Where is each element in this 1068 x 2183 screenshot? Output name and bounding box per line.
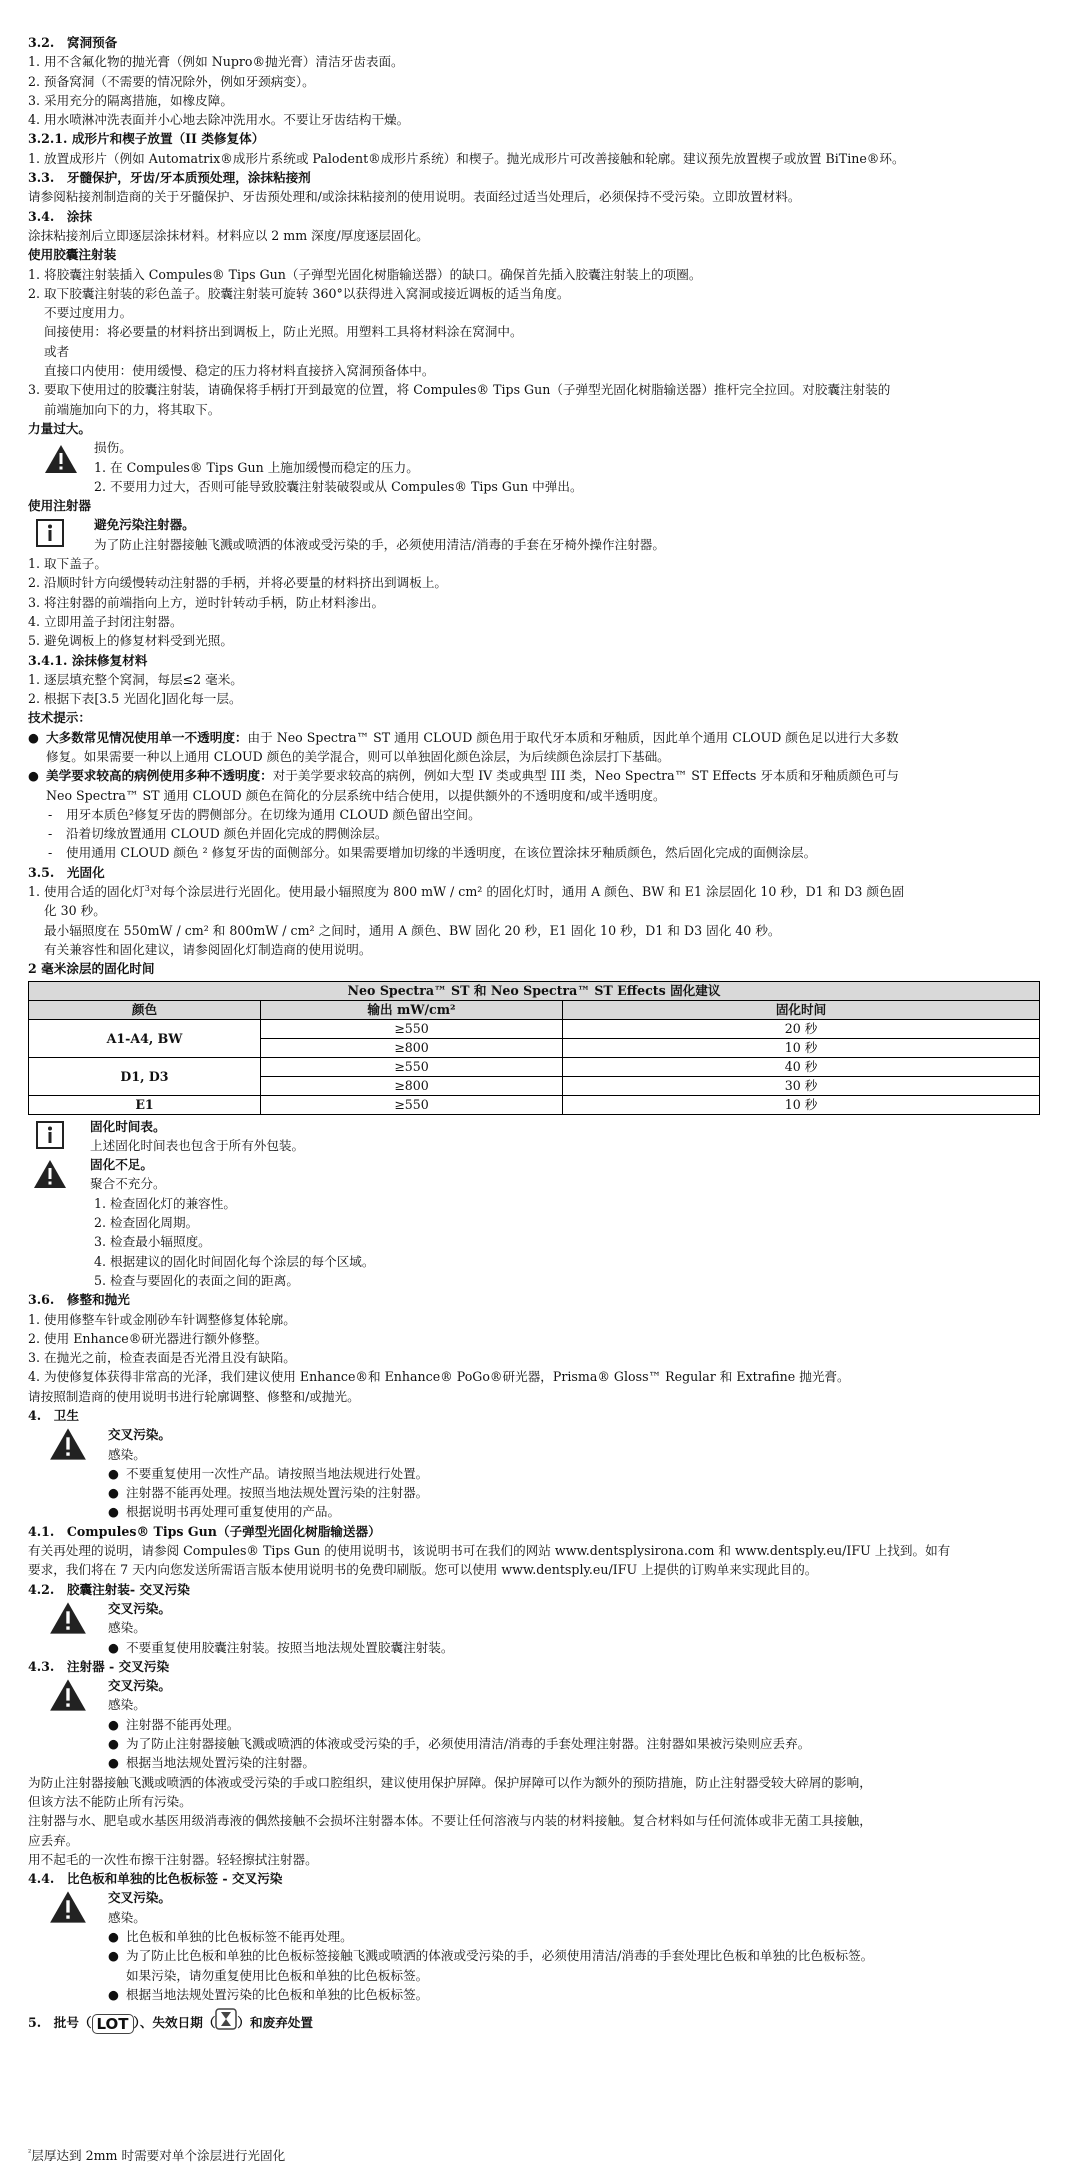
cure-time-cell: 40 秒 [563,1057,1040,1076]
list-item: 4. 根据建议的固化时间固化每个涂层的每个区域。 [94,1253,375,1269]
output-cell: ≥550 [261,1095,563,1114]
list-item: 1. 使用修整车针或金刚砂车针调整修复体轮廓。 [28,1311,296,1327]
shade-cell: D1, D3 [29,1057,261,1095]
paragraph: 但该方法不能防止所有污染。 [28,1793,192,1809]
section-heading-4-2: 4.2. 胶囊注射装- 交叉污染 [28,1581,190,1597]
tips-heading: 技术提示： [28,710,91,726]
list-item: 1. 将胶囊注射装插入 Compules® Tips Gun（子弹型光固化树脂输送器）的缺口。确保首先插入胶囊注射装上的项圈。 [28,266,702,282]
info-title: 固化时间表。 [90,1118,166,1134]
list-item: 1. 在 Compules® Tips Gun 上施加缓慢而稳定的压力。 [94,459,419,475]
footnote: $^{^2}$层厚达到 2mm 时需要对单个涂层进行光固化 [28,2147,286,2163]
dash-list [28,805,1042,863]
section-heading-5: 5. 批号（ LOT ）、失效日期（ ）和废弃处置 [28,2008,1042,2039]
warning-title: 交叉污染。 [108,1678,171,1694]
bullet-item: ● 根据当地法规处置污染的比色板和单独的比色板标签。 [108,1986,429,2002]
table-row [29,1095,1040,1114]
numbered-list [28,670,1042,709]
section-heading-3-4: 3.4. 涂抹 [28,208,93,224]
list-item: 2. 预备窝洞（不需要的情况除外，例如牙颈病变）。 [28,73,315,89]
warning-title: 交叉污染。 [108,1890,171,1906]
list-item: 2. 取下胶囊注射装的彩色盖子。胶囊注射装可旋转 360°以获得进入窝洞或接近调板的适当角度。 [28,285,570,301]
warning-block-capsule [28,1599,1042,1657]
bullet-list [28,1464,428,1522]
list-item: 2. 根据下表[3.5 光固化]固化每一层。 [28,691,242,707]
warning-lead: 损伤。 [94,440,132,456]
warning-block-curing [28,1155,1042,1290]
list-item: 1. 检查固化灯的兼容性。 [94,1195,236,1211]
list-item: 1. 取下盖子。 [28,556,107,572]
table-caption: 2 毫米涂层的固化时间 [28,961,155,977]
tip-item: ● 美学要求较高的病例使用多种不透明度：对于美学要求较高的病例，例如大型 IV 类或典型 III 类，Neo Spectra™ ST Effects 牙本质和牙釉质颜色可与 [28,768,899,784]
table-header-cell: 输出 mW/cm² [261,1000,563,1019]
cure-time-cell: 20 秒 [563,1019,1040,1038]
cure-time-cell: 10 秒 [563,1095,1040,1114]
list-item: 2. 沿顺时针方向缓慢转动注射器的手柄，并将必要量的材料挤出到调板上。 [28,575,447,591]
paragraph: 请参阅粘接剂制造商的关于牙髓保护、牙齿预处理和/或涂抹粘接剂的使用说明。表面经过适当处理后，必须保持不受污染。立即放置材料。 [28,189,801,205]
subheading-capsule: 使用胶囊注射装 [28,247,117,263]
tip-item: ● 大多数常见情况使用单一不透明度：由于 Neo Spectra™ ST 通用 CLOUD 颜色用于取代牙本质和牙釉质，因此单个通用 CLOUD 颜色足以进行大多数 [28,729,899,745]
numbered-list [28,554,1042,650]
list-item: 3. 将注射器的前端指向上方，逆时针转动手柄，防止材料渗出。 [28,594,385,610]
bullet-list [28,1715,810,1773]
warning-block-syringe [28,1676,1042,1772]
section-heading-4-4: 4.4. 比色板和单独的比色板标签 - 交叉污染 [28,1871,283,1887]
paragraph: 应丢弃。 [28,1832,79,1848]
bullet-item: ● 为了防止比色板和单独的比色板标签接触飞溅或喷洒的体液或受污染的手，必须使用清洁/消毒的手套处理比色板和单独的比色板标签。 [108,1948,874,1964]
list-item: 1. 使用合适的固化灯$^3$对每个涂层进行光固化。使用最小辐照度为 800 mW / cm² 的固化灯时，通用 A 颜色、BW 和 E1 涂层固化 10 秒，D1 和 D3 颜色固 [28,883,905,900]
section-heading-4-3: 4.3. 注射器 - 交叉污染 [28,1658,170,1674]
list-item: 4. 用水喷淋冲洗表面并小心地去除冲洗用水。不要让牙齿结构干燥。 [28,112,410,128]
bullet-item: ● 注射器不能再处理。 [108,1716,240,1732]
warning-title: 固化不足。 [90,1157,153,1173]
list-item: 4. 为使修复体获得非常高的光泽，我们建议使用 Enhance®和 Enhance® PoGo®研光器，Prisma® Gloss™ Regular 和 Extrafine 抛光膏。 [28,1369,850,1385]
bullet-item: ● 注射器不能再处理。按照当地法规处置污染的注射器。 [108,1485,429,1501]
list-item: 1. 逐层填充整个窝洞，每层≤2 毫米。 [28,671,243,687]
section-heading-4-1: 4.1. Compules® Tips Gun（子弹型光固化树脂输送器） [28,1523,381,1539]
section-heading-3-6: 3.6. 修整和抛光 [28,1292,130,1308]
numbered-list [28,265,1042,304]
list-item: 2. 检查固化周期。 [94,1215,199,1231]
table-row [29,1019,1040,1038]
shade-cell: A1-A4, BW [29,1019,261,1057]
output-cell: ≥550 [261,1019,563,1038]
table-header-cell: 固化时间 [563,1000,1040,1019]
list-item: 4. 立即用盖子封闭注射器。 [28,613,183,629]
lot-symbol-icon: LOT [92,2014,134,2034]
output-cell: ≥550 [261,1057,563,1076]
cure-time-cell: 10 秒 [563,1038,1040,1057]
dash-item: - 沿着切缘放置通用 CLOUD 颜色并固化完成的腭侧涂层。 [48,826,388,842]
list-item-continuation: 最小辐照度在 550mW / cm² 和 800mW / cm² 之间时，通用 A 颜色、BW 固化 20 秒，E1 固化 10 秒，D1 和 D3 固化 40 秒。 [44,922,781,938]
section-heading-3-3: 3.3. 牙髓保护，牙齿/牙本质预处理，涂抹粘接剂 [28,170,311,186]
expiry-date-icon [215,2008,237,2039]
shade-cell: E1 [29,1095,261,1114]
bullet-continuation: 如果污染，请勿重复使用比色板和单独的比色板标签。 [126,1967,429,1983]
table-row [29,1057,1040,1076]
paragraph: 请按照制造商的使用说明书进行轮廓调整、修整和/或抛光。 [28,1388,360,1404]
warning-block-force [28,438,1042,496]
sub-instruction: 直接口内使用：使用缓慢、稳定的压力将材料直接挤入窝洞预备体中。 [44,363,435,379]
bullet-item: ● 为了防止注射器接触飞溅或喷洒的体液或受污染的手，必须使用清洁/消毒的手套处理注射器。注射器如果被污染则应丢弃。 [108,1736,811,1752]
list-item: 3. 采用充分的隔离措施，如橡皮障。 [28,92,233,108]
warning-lead: 感染。 [108,1620,146,1636]
info-block-curing [28,1117,1042,1156]
paragraph: 有关再处理的说明，请参阅 Compules® Tips Gun 的使用说明书，该说明书可在我们的网站 www.dentsplysirona.com 和 www.dentsply.eu/IFU 上找到。如有 [28,1543,951,1559]
tip-continuation: Neo Spectra™ ST 通用 CLOUD 颜色在简化的分层系统中结合使用，以提供额外的不透明度和/或半透明度。 [46,787,666,803]
bullet-list [28,1638,453,1657]
table-header-cell: 颜色 [29,1000,261,1019]
bullet-item: ● 根据当地法规处置污染的注射器。 [108,1755,315,1771]
info-icon [28,1117,72,1156]
bullet-item: ● 比色板和单独的比色板标签不能再处理。 [108,1929,353,1945]
dash-item: - 使用通用 CLOUD 颜色 ² 修复牙齿的面侧部分。如果需要增加切缘的半透明度，在该位置涂抹牙釉质颜色，然后固化完成的面侧涂层。 [48,845,817,861]
list-item: 5. 检查与要固化的表面之间的距离。 [94,1272,299,1288]
warning-block-shade-guide [28,1888,1042,2004]
info-block-syringe [28,515,1042,554]
bullet-item: ● 不要重复使用胶囊注射装。按照当地法规处置胶囊注射装。 [108,1639,454,1655]
curing-table [28,981,1040,1115]
list-item: 2. 使用 Enhance®研光器进行额外修整。 [28,1330,268,1346]
list-item: 2. 不要用力过大，否则可能导致胶囊注射装破裂或从 Compules® Tips Gun 中弹出。 [94,478,583,494]
bullet-item: ● 不要重复使用一次性产品。请按照当地法规进行处置。 [108,1465,429,1481]
section-heading-3-2: 3.2. 窝洞预备 [28,35,118,50]
output-cell: ≥800 [261,1038,563,1057]
section-heading-4: 4. 卫生 [28,1408,79,1423]
paragraph: 要求，我们将在 7 天内向您发送所需语言版本使用说明书的免费印刷版。您可以使用 www.dentsply.eu/IFU 上提供的订购单来实现此目的。 [28,1562,818,1578]
warning-block-hygiene [28,1425,1042,1521]
numbered-list [28,52,1042,129]
warning-lead: 感染。 [108,1697,146,1713]
paragraph: 注射器与水、肥皂或水基医用级消毒液的偶然接触不会损坏注射器本体。不要让任何溶液与内装的材料接触。复合材料如与任何流体或非无菌工具接触， [28,1813,872,1829]
list-item: 3. 检查最小辐照度。 [94,1234,211,1250]
warning-icon [28,1155,72,1290]
bullet-item: ● 根据说明书再处理可重复使用的产品。 [108,1504,341,1520]
subheading-syringe: 使用注射器 [28,498,91,514]
list-item-continuation: 化 30 秒。 [44,903,106,919]
section-heading-3-4-1: 3.4.1. 涂抹修复材料 [28,652,148,668]
warning-title-force: 力量过大。 [28,420,91,436]
list-item: 1. 放置成形片（例如 Automatrix®成形片系统或 Palodent®成形片系统）和楔子。抛光成形片可改善接触和轮廓。建议预先放置楔子或放置 BiTine®环。 [28,150,905,166]
warning-title: 交叉污染。 [108,1600,171,1616]
section-heading-3-2-1: 3.2.1. 成形片和楔子放置（II 类修复体） [28,131,265,147]
warning-lead: 感染。 [108,1909,146,1925]
section-heading-3-5: 3.5. 光固化 [28,864,105,880]
list-item: 1. 用不含氟化物的抛光膏（例如 Nupro®抛光膏）清洁牙齿表面。 [28,54,404,70]
numbered-list [28,149,1042,168]
list-item: 5. 避免调板上的修复材料受到光照。 [28,633,233,649]
paragraph: 涂抹粘接剂后立即逐层涂抹材料。材料应以 2 mm 深度/厚度逐层固化。 [28,227,429,243]
sub-instruction: 不要过度用力。 [44,305,133,321]
numbered-list [90,1194,374,1290]
list-item-continuation: 前端施加向下的力，将其取下。 [44,401,221,417]
tip-continuation: 修复。如果需要一种以上通用 CLOUD 颜色的美学混合，则可以单独固化颜色涂层，为后续颜色涂层打下基础。 [46,748,670,764]
warning-title: 交叉污染。 [108,1427,171,1443]
warning-lead: 感染。 [108,1446,146,1462]
info-text: 上述固化时间表也包含于所有外包装。 [90,1137,305,1153]
table-title: Neo Spectra™ ST 和 Neo Spectra™ ST Effects 固化建议 [29,981,1040,1000]
sub-instruction: 或者 [44,343,70,359]
info-title: 避免污染注射器。 [94,517,195,533]
numbered-list [28,1310,1042,1387]
output-cell: ≥800 [261,1076,563,1095]
list-item-continuation: 有关兼容性和固化建议，请参阅固化灯制造商的使用说明。 [44,941,372,957]
warning-icon [28,438,94,496]
list-item: 3. 要取下使用过的胶囊注射装，请确保将手柄打开到最宽的位置，将 Compules® Tips Gun（子弹型光固化树脂输送器）推杆完全拉回。对胶囊注射装的 [28,382,891,398]
list-item: 3. 在抛光之前，检查表面是否光滑且没有缺陷。 [28,1350,296,1366]
cure-time-cell: 30 秒 [563,1076,1040,1095]
sub-instruction: 间接使用：将必要量的材料挤出到调板上，防止光照。用塑料工具将材料涂在窝洞中。 [44,324,523,340]
paragraph: 用不起毛的一次性布擦干注射器。轻轻擦拭注射器。 [28,1851,318,1867]
info-text: 为了防止注射器接触飞溅或喷洒的体液或受污染的手，必须使用清洁/消毒的手套在牙椅外操作注射器。 [94,536,665,552]
paragraph: 为防止注射器接触飞溅或喷洒的体液或受污染的手或口腔组织，建议使用保护屏障。保护屏障可以作为额外的预防措施，防止注射器受较大碎屑的影响， [28,1774,872,1790]
info-icon [28,515,72,554]
warning-lead: 聚合不充分。 [90,1176,166,1192]
capsule-sub-instructions [28,303,1042,380]
dash-item: - 用牙本质色²修复牙齿的腭侧部分。在切缘为通用 CLOUD 颜色留出空间。 [48,806,481,822]
numbered-list [94,458,583,497]
